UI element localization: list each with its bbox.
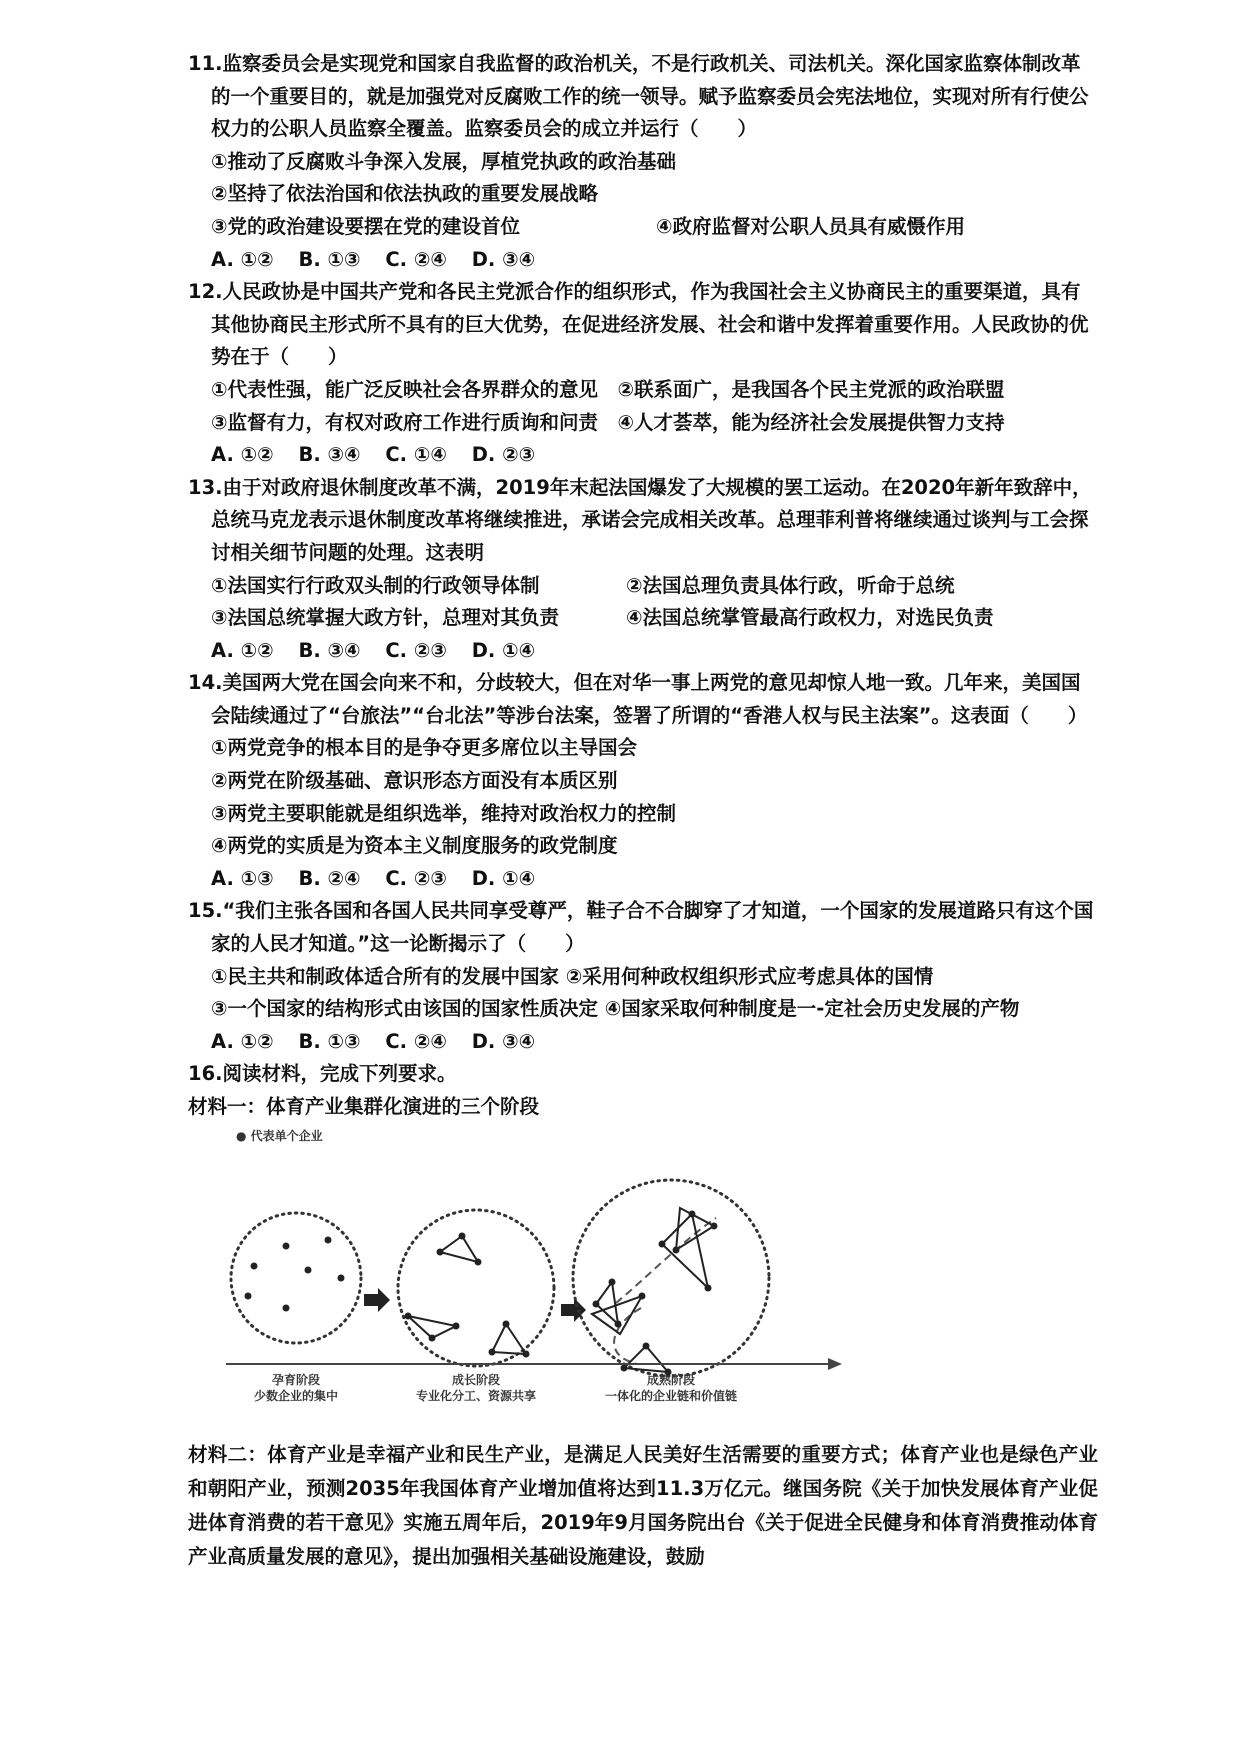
arrow-icon: [364, 1288, 390, 1312]
question-12-choices: [188, 439, 1098, 472]
question-13-stem: 13.由于对政府退休制度改革不满，2019年末起法国爆发了大规模的罢工运动。在2020年新年致辞中，总统马克龙表示退休制度改革将继续推进，承诺会完成相关改革。总理菲利普将继续通过谈判与工会探讨相关细节问题的处理。这表明: [188, 475, 1092, 564]
question-13-option-1: ①法国实行行政双头制的行政领导体制: [211, 573, 540, 597]
choice-a[interactable]: A. ①②: [211, 1029, 274, 1053]
stage-1-desc: 少数企业的集中: [253, 1388, 338, 1403]
question-14-choices: [188, 863, 1098, 896]
stage-3-desc: 一体化的企业链和价值链: [604, 1388, 737, 1403]
choice-d[interactable]: D. ②③: [471, 443, 536, 467]
material-2-text: 材料二：体育产业是幸福产业和民生产业，是满足人民美好生活需要的重要方式；体育产业也是绿色产业和朝阳产业，预测2035年我国体育产业增加值将达到11.3万亿元。继国务院《关于加快发展体育产业促进体育消费的若干意见》实施五周年后，2019年9月国务院出台《关于促进全民健身和体育消费推动体育产业高质量发展的意见》，提出加强相关基础设施建设，鼓励: [188, 1442, 1098, 1568]
question-14-stem: 14.美国两大党在国会向来不和，分歧较大，但在对华一事上两党的意见却惊人地一致。几年来，美国国会陆续通过了“台旅法”“台北法”等涉台法案，签署了所谓的“香港人权与民主法案”。这表面（ ）: [188, 671, 1088, 727]
question-11-option-3: ③党的政治建设要摆在党的建设首位: [211, 214, 521, 238]
question-15-stem: 15.“我们主张各国和各国人民共同享受尊严，鞋子合不合脚穿了才知道，一个国家的发展道路只有这个国家的人民才知道。”这一论断揭示了（ ）: [188, 899, 1094, 956]
choice-d[interactable]: D. ③④: [471, 1029, 536, 1053]
choice-b[interactable]: B. ①③: [298, 1029, 361, 1053]
question-14-option-2: ②两党在阶级基础、意识形态方面没有本质区别: [211, 769, 618, 793]
choice-c[interactable]: C. ②③: [385, 866, 447, 890]
question-13-options-3-4: [188, 602, 1098, 635]
question-14-option-4: ④两党的实质是为资本主义制度服务的政党制度: [211, 834, 618, 858]
choice-d[interactable]: D. ①④: [471, 866, 536, 890]
question-13-option-3: ③法国总统掌握大政方针，总理对其负责: [211, 606, 560, 630]
choice-c[interactable]: C. ②④: [385, 1029, 447, 1053]
question-12: [188, 276, 1098, 472]
choice-d[interactable]: D. ①④: [471, 638, 536, 662]
choice-c[interactable]: C. ①④: [385, 443, 447, 467]
question-11-option-1: ①推动了反腐败斗争深入发展，厚植党执政的政治基础: [211, 149, 677, 173]
question-13-choices: [188, 635, 1098, 668]
question-13-options-1-2: [188, 570, 1098, 603]
stage-3-circle: [573, 1180, 769, 1376]
question-16-stem: 16.阅读材料，完成下列要求。: [188, 1062, 457, 1086]
enterprise-dot: [283, 1304, 290, 1311]
enterprise-dot: [245, 1292, 252, 1299]
question-12-options-3-4: ③监督有力，有权对政府工作进行质询和问责 ④人才荟萃，能为经济社会发展提供智力支持: [211, 410, 1005, 434]
question-15-choices: [188, 1026, 1098, 1059]
question-12-stem: 12.人民政协是中国共产党和各民主党派合作的组织形式，作为我国社会主义协商民主的重要渠道，具有其他协商民主形式所不具有的巨大优势，在促进经济发展、社会和谐中发挥着重要作用。人民政协的优势在于（ ）: [188, 280, 1089, 369]
stage-1-name: 孕育阶段: [271, 1372, 320, 1387]
triangle-cluster: [592, 1208, 714, 1372]
choice-a[interactable]: A. ①②: [211, 247, 274, 271]
cluster-stages-svg: [216, 1128, 856, 1408]
question-11-stem: 11.监察委员会是实现党和国家自我监督的政治机关，不是行政机关、司法机关。深化国家监察体制改革的一个重要目的，就是加强党对反腐败工作的统一领导。赋予监察委员会宪法地位，实现对所有行使公权力的公职人员监察全覆盖。监察委员会的成立并运行（ ）: [188, 52, 1089, 141]
question-11-options-3-4: [188, 211, 1098, 244]
question-13: [188, 472, 1098, 668]
question-14-option-3: ③两党主要职能就是组织选举，维持对政治权力的控制: [211, 801, 677, 825]
triangle-nodes: [405, 1232, 530, 1357]
question-14-option-1: ①两党竞争的根本目的是争夺更多席位以主导国会: [211, 736, 638, 760]
exam-page: [188, 48, 1098, 1574]
triangle-cluster: [408, 1236, 526, 1354]
choice-a[interactable]: A. ①②: [211, 443, 274, 467]
legend-enterprise: ● 代表单个企业: [236, 1128, 323, 1143]
question-14: [188, 667, 1098, 895]
question-11: [188, 48, 1098, 276]
stage-2-circle: [398, 1210, 554, 1366]
choice-b[interactable]: B. ③④: [298, 443, 361, 467]
choice-c[interactable]: C. ②④: [385, 247, 447, 271]
question-15: [188, 895, 1098, 1058]
question-11-choices: [188, 244, 1098, 277]
stage-2-name: 成长阶段: [451, 1372, 500, 1387]
choice-a[interactable]: A. ①②: [211, 638, 274, 662]
question-11-option-2: ②坚持了依法治国和依法执政的重要发展战略: [211, 182, 599, 206]
stage-2-desc: 专业化分工、资源共享: [415, 1388, 536, 1403]
question-15-options-3-4: ③一个国家的结构形式由该国的国家性质决定 ④国家采取何种制度是一-定社会历史发展的产物: [211, 997, 1020, 1021]
question-11-option-4: ④政府监督对公职人员具有威慑作用: [656, 214, 966, 238]
choice-b[interactable]: B. ②④: [298, 866, 361, 890]
enterprise-dot: [305, 1266, 312, 1273]
question-13-option-2: ②法国总理负责具体行政，听命于总统: [626, 573, 955, 597]
enterprise-dot: [251, 1262, 258, 1269]
cluster-stages-diagram: [216, 1128, 856, 1408]
choice-b[interactable]: B. ③④: [298, 638, 361, 662]
question-15-options-1-2: ①民主共和制政体适合所有的发展中国家 ②采用何种政权组织形式应考虑具体的国情: [211, 964, 934, 988]
material-1-title: 材料一：体育产业集群化演进的三个阶段: [188, 1095, 540, 1118]
enterprise-dot: [283, 1242, 290, 1249]
enterprise-dot: [325, 1236, 332, 1243]
stage-3-name: 成熟阶段: [646, 1372, 695, 1387]
choice-d[interactable]: D. ③④: [471, 247, 536, 271]
question-13-option-4: ④法国总统掌管最高行政权力，对选民负责: [626, 606, 994, 630]
enterprise-dot: [338, 1274, 345, 1281]
choice-c[interactable]: C. ②③: [385, 638, 447, 662]
question-12-options-1-2: ①代表性强，能广泛反映社会各界群众的意见 ②联系面广，是我国各个民主党派的政治联盟: [211, 377, 1005, 401]
choice-b[interactable]: B. ①③: [298, 247, 361, 271]
choice-a[interactable]: A. ①③: [211, 866, 274, 890]
axis-arrow-icon: [828, 1358, 842, 1370]
